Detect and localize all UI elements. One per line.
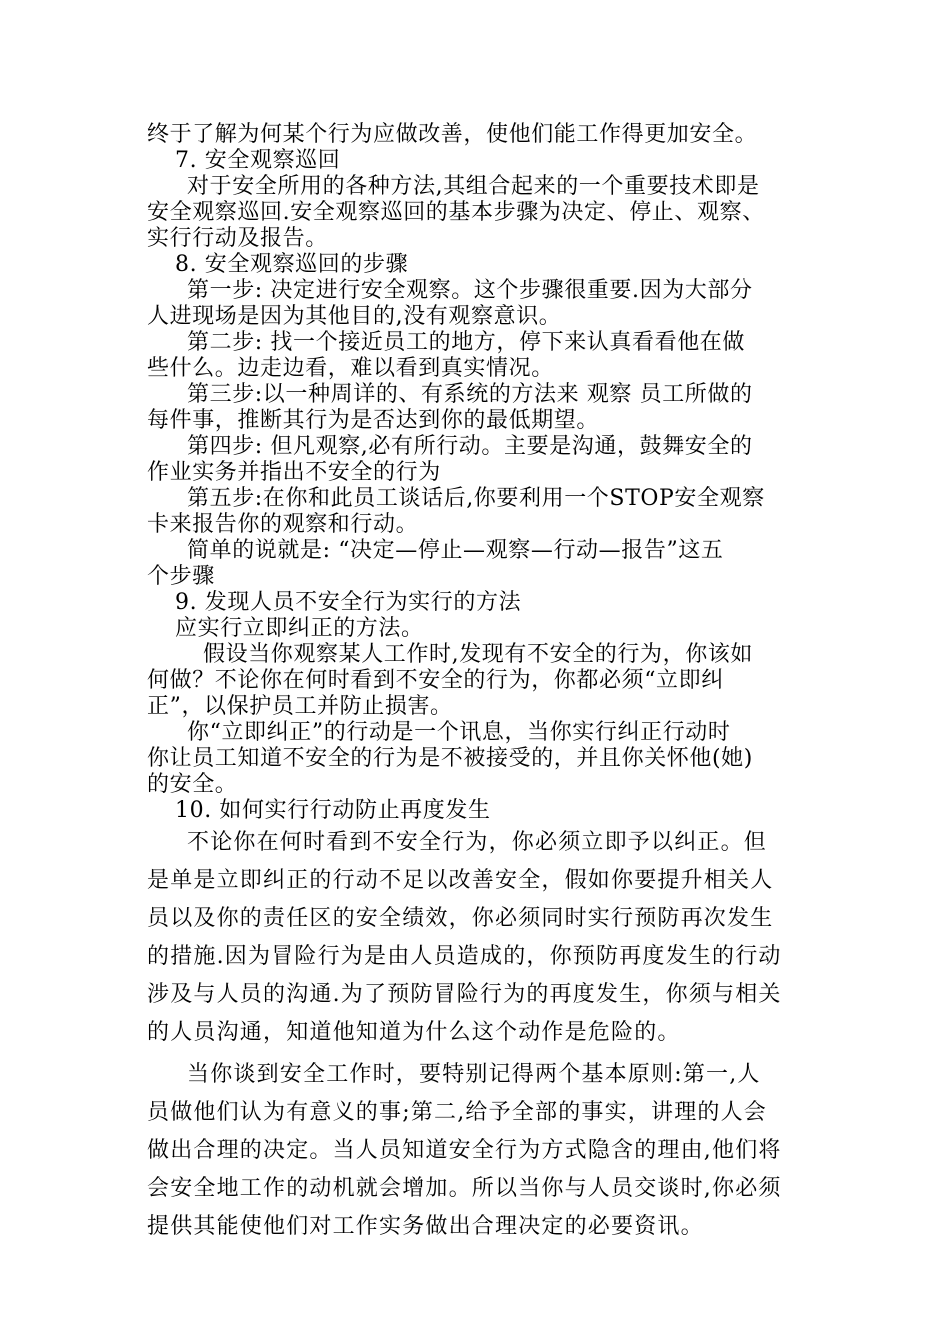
text-line: 假设当你观察某人工作时,发现有不安全的行为，你该如 xyxy=(203,642,753,667)
text-line: 的措施.因为冒险行为是由人员造成的，你预防再度发生的行动 xyxy=(147,944,782,969)
text-line: 你“立即纠正”的行动是一个讯息，当你实行纠正行动时 xyxy=(187,720,731,745)
text-line: 何做？不论你在何时看到不安全的行为，你都必须“立即纠 xyxy=(147,668,724,693)
text-line: 员做他们认为有意义的事;第二,给予全部的事实，讲理的人会 xyxy=(147,1100,768,1125)
text-line: 第五步:在你和此员工谈话后,你要利用一个STOP安全观察 xyxy=(187,486,765,511)
text-line: 的安全。 xyxy=(147,772,238,797)
text-line: 对于安全所用的各种方法,其组合起来的一个重要技术即是 xyxy=(187,174,760,199)
text-line: 当你谈到安全工作时，要特别记得两个基本原则:第一,人 xyxy=(187,1062,761,1087)
section-heading: 8. 安全观察巡回的步骤 xyxy=(175,252,409,277)
text-line: 不论你在何时看到不安全行为，你必须立即予以纠正。但 xyxy=(187,830,768,855)
text-line: 是单是立即纠正的行动不足以改善安全，假如你要提升相关人 xyxy=(147,868,774,893)
text-line: 些什么。边走边看，难以看到真实情况。 xyxy=(147,356,554,381)
text-line: 作业实务并指出不安全的行为 xyxy=(147,460,441,485)
text-line: 的人员沟通，知道他知道为什么这个动作是危险的。 xyxy=(147,1020,681,1045)
text-line: 员以及你的责任区的安全绩效，你必须同时实行预防再次发生 xyxy=(147,906,774,931)
text-line: 简单的说就是: “决定—停止—观察—行动—报告”这五 xyxy=(187,538,724,563)
text-line: 人进现场是因为其他目的,没有观察意识。 xyxy=(147,304,562,329)
text-line: 你让员工知道不安全的行为是不被接受的，并且你关怀他(她) xyxy=(147,746,753,771)
text-line: 实行行动及报告。 xyxy=(147,226,328,251)
text-line: 终于了解为何某个行为应做改善，使他们能工作得更加安全。 xyxy=(147,122,758,147)
text-line: 第一步: 决定进行安全观察。这个步骤很重要.因为大部分 xyxy=(187,278,753,303)
text-line: 个步骤 xyxy=(147,564,215,589)
text-line: 会安全地工作的动机就会增加。所以当你与人员交谈时,你必须 xyxy=(147,1176,782,1201)
text-line: 卡来报告你的观察和行动。 xyxy=(147,512,419,537)
text-line: 每件事，推断其行为是否达到你的最低期望。 xyxy=(147,408,600,433)
text-line: 安全观察巡回.安全观察巡回的基本步骤为决定、停止、观察、 xyxy=(147,200,765,225)
text-line: 提供其能使他们对工作实务做出合理决定的必要资讯。 xyxy=(147,1214,704,1239)
text-line: 第四步: 但凡观察,必有所行动。主要是沟通，鼓舞安全的 xyxy=(187,434,753,459)
section-heading: 9. 发现人员不安全行为实行的方法 xyxy=(175,590,522,615)
text-line: 应实行立即纠正的方法。 xyxy=(175,616,424,641)
text-line: 做出合理的决定。当人员知道安全行为方式隐含的理由,他们将 xyxy=(147,1138,782,1163)
text-line: 正”，以保护员工并防止损害。 xyxy=(147,694,453,719)
text-line: 第二步: 找一个接近员工的地方，停下来认真看看他在做 xyxy=(187,330,746,355)
text-line: 涉及与人员的沟通.为了预防冒险行为的再度发生，你须与相关 xyxy=(147,982,782,1007)
section-heading: 10. 如何实行行动防止再度发生 xyxy=(175,798,491,823)
section-heading: 7. 安全观察巡回 xyxy=(175,148,341,173)
text-line: 第三步:以一种周详的、有系统的方法来 观察 员工所做的 xyxy=(187,382,753,407)
